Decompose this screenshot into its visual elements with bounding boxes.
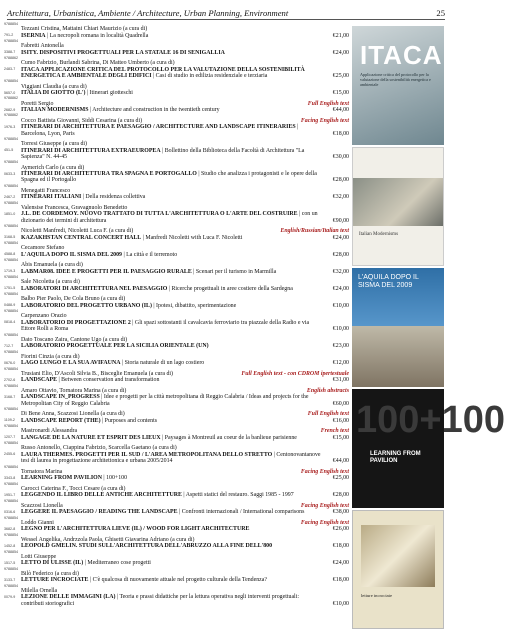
cover-pavilion-title: LEARNING FROM PAVILION (370, 451, 421, 464)
isbn-suffix: 2702-6 (4, 377, 16, 382)
title-text: J.L. DE CORDEMOY. NUOVO TRATTATO DI TUTTA L'ARCHITETTURA O L'ARTE DEL COSTRUIRE (21, 211, 298, 218)
price: €24,00 (332, 560, 349, 567)
title-text: ITACA APPLICAZIONE CRITICA DEL PROTOCOLLO PER LA VALUTAZIONE DELLA SOSTENIBILITÀ ENERGETICA E AMBIENTALE DEGLI EDIFICI (21, 66, 305, 80)
author-text: Loddo Gianni (21, 519, 54, 526)
title-text: KAZAKHSTAN CENTRAL CONCERT HALL (21, 234, 142, 241)
author-text: Lotti Giuseppe (21, 553, 57, 560)
catalog-entry (4, 333, 349, 350)
header-divider (7, 19, 445, 20)
isbn-prefix: 9788854 (4, 183, 18, 188)
language-note: Facing English text (300, 117, 349, 124)
title-subtitle: | Centonovantanove tesi di laurea in progettazione architettonica e urbana 2005/2014 (21, 451, 321, 465)
isbn-suffix: 1751-5 (4, 286, 16, 291)
isbn-suffix: 2455-6 (4, 452, 16, 457)
author-text: Aymerich Carlo (a cura di) (21, 164, 85, 171)
title-subtitle: | Between conservation and transformation (57, 377, 160, 384)
catalog-entry (4, 516, 349, 533)
cover-itaca-title: ITACA (360, 40, 443, 70)
isbn-suffix: 2467-2 (4, 194, 16, 199)
catalog-entry (4, 367, 349, 384)
entry-title[interactable] (4, 594, 349, 607)
catalog-entry (4, 258, 349, 275)
language-note: English abstracts (306, 387, 349, 394)
isbn-suffix: 3168-7 (4, 394, 16, 399)
author-text: Valensise Francesca, Gravagnuolo Benedetto (21, 204, 128, 211)
author-text: Tornatora Marina (21, 468, 63, 475)
price: €28,00 (332, 177, 349, 184)
catalog-entry (4, 482, 349, 499)
language-note: Facing English text (300, 502, 349, 509)
author-text: Tezzani Cristina, Mattaini Chiari Maurizio (a cura di) (21, 26, 148, 33)
price: €44,00 (332, 107, 349, 114)
isbn-prefix: 9788862 (4, 96, 18, 101)
price: €28,00 (332, 492, 349, 499)
title-subtitle: | La necropoli romana in località Quadrella (45, 32, 149, 39)
price: €21,00 (332, 32, 349, 39)
catalog-entry (4, 350, 349, 367)
cover-column (352, 26, 505, 631)
title-subtitle: | Bollettino della Biblioteca della Facoltà di Architettura "La Sapienza" N. 44-45 (21, 147, 305, 160)
title-text: LANDSCAPE IN_PROGRESS (21, 394, 100, 401)
title-text: LABMAR08. IDEE E PROGETTI PER IL PAESAGGIO RURALE (21, 268, 192, 275)
cover-italian-modernisms[interactable] (352, 147, 444, 266)
title-text: LETTO DI ULISSE (IL) (21, 560, 84, 567)
catalog-entry (4, 96, 349, 113)
language-note: Full English text (307, 411, 349, 418)
title-subtitle: | Paysages à Montreuil au coeur de la banlieue parisienne (160, 434, 297, 441)
price: €10,00 (332, 600, 349, 607)
language-note: Full English text - con CDROM ipertestuale (241, 370, 349, 377)
author-text: Wessel Angelika, Andrzzola Paola, Ghisetti Giavarina Adriano (a cura di) (21, 536, 195, 543)
author-text: Cocco Battista Giovanni, Siddi Cesarina (a cura di) (21, 117, 143, 124)
author-text: Russo Antonello, Ciappina Fabrizio, Scarcella Gaetano (a cura di) (21, 445, 177, 452)
catalog-entry (4, 22, 349, 39)
price: €28,00 (332, 251, 349, 258)
author-text: Torresi Giuseppe (a cura di) (21, 141, 87, 148)
title-text: LEOPOLD GMELIN. STUDI SULL'ARCHITETTURA DELL'ABRUZZO ALLA FINE DELL'800 (21, 543, 273, 550)
price: €15,00 (332, 90, 349, 97)
entry-title[interactable] (4, 394, 349, 407)
isbn-suffix: 791-2 (4, 33, 14, 38)
title-text: LANGAGE DE LA NATURE ET ESPRIT DES LIEUX (21, 434, 161, 441)
isbn-suffix: 3168-5 (4, 235, 16, 240)
title-text: LEARNING FROM PAVILION (21, 475, 102, 482)
price: €31,00 (332, 377, 349, 384)
catalog-entry (4, 533, 349, 550)
isbn-prefix: 9788854 (4, 349, 18, 354)
author-text: Mastronardi Alessandra (21, 428, 78, 435)
isbn-prefix: 9788854 (4, 383, 18, 388)
isbn-prefix: 9788854 (4, 515, 18, 520)
title-subtitle: | Teoria e prassi didattiche per la lettura operativa negli interventi progettuali: contributi storiografici (21, 594, 299, 607)
catalog-entry (4, 56, 349, 79)
isbn-suffix: 1207-7 (4, 435, 16, 440)
author-text: Menegatti Francesco (21, 187, 71, 194)
cover-italian-modernisms-title: Italian Modernisms (359, 232, 399, 237)
isbn-prefix: 9788854 (4, 424, 18, 429)
cover-image (361, 525, 435, 587)
catalog-entry (4, 292, 349, 309)
cover-aquila[interactable] (352, 268, 444, 387)
isbn-suffix: 0676-0 (4, 360, 16, 365)
author-text: Balbo Pier Paolo, De Cola Bruno (a cura di) (21, 296, 126, 303)
title-text: LEGGERE IL PAESAGGIO / READING THE LANDSCAPE (21, 509, 178, 516)
isbn-suffix: 3133-7 (4, 577, 16, 582)
price: €44,00 (332, 458, 349, 465)
isbn-suffix: 5657-0 (4, 90, 16, 95)
cover-image (352, 326, 444, 387)
language-note: French text (320, 428, 349, 435)
title-subtitle: | Manfredi Nicoletti with Luca F. Nicoletti (141, 234, 243, 241)
isbn-prefix: 9788854 (4, 532, 18, 537)
catalog-entry (4, 441, 349, 464)
title-text: LETTURE INCROCIATE (21, 577, 89, 584)
isbn-prefix: 9788854 (4, 407, 18, 412)
cover-letture-incrociate[interactable] (352, 510, 444, 629)
catalog-list (4, 22, 349, 607)
price: €23,00 (332, 343, 349, 350)
title-text: ISITY. DISPOSITIVI PROGETTUALI PER LA STATALE 16 DI SENIGALLIA (21, 49, 225, 56)
isbn-prefix: 9788854 (4, 583, 18, 588)
language-note: Facing English text (300, 468, 349, 475)
isbn-prefix: 9788862 (4, 113, 18, 118)
catalog-entry (4, 407, 349, 424)
author-text: Abis Emanuela (a cura di) (21, 262, 83, 269)
price: €18,00 (332, 577, 349, 584)
isbn-suffix: 1517-5 (4, 560, 16, 565)
author-text: Fiorini Cinzia (a cura di) (21, 353, 80, 360)
price: €18,00 (332, 543, 349, 550)
catalog-entry (4, 550, 349, 567)
author-text: Scazzosi Lionella (21, 502, 63, 509)
entry-title[interactable] (4, 211, 349, 224)
price: €24,00 (332, 285, 349, 292)
author-text: Carpenzano Orazio (21, 313, 67, 320)
author-text: Viggiani Claudia (a cura di) (21, 83, 87, 90)
title-text: ITINERARI DI ARCHITETTURA EXTRAEUROPEA (21, 147, 161, 154)
language-note: Full English text (307, 100, 349, 107)
section-title: Architettura, Urbanistica, Ambiente / Architecture, Urban Planning, Environment (7, 8, 289, 18)
isbn-prefix: 9788862 (4, 56, 18, 61)
isbn-prefix: 9788854 (4, 258, 18, 263)
isbn-suffix: 1452-8 (4, 543, 16, 548)
title-subtitle: | Storia naturale di un lago costiero (120, 360, 205, 367)
title-subtitle: | Gli spazi sottostanti il cavalcavia ferroviario tra piazzale della Radio e via Ettore Rolli a Roma (21, 319, 310, 333)
isbn-prefix: 9788854 (4, 566, 18, 571)
title-text: ITINERARI DI ARCHITETTURA TRA SPAGNA E PORTOGALLO (21, 170, 197, 177)
title-text: LEGGENDO IL LIBRO DELLE ANTICHE ARCHITETTURE (21, 492, 182, 499)
entry-title[interactable] (4, 124, 349, 137)
isbn-prefix: 9788854 (4, 200, 18, 205)
entry-title[interactable] (4, 452, 349, 465)
isbn-suffix: 4588-8 (4, 252, 16, 257)
cover-aquila-title: L'AQUILA DOPO IL SISMA DEL 2009 (358, 274, 419, 289)
title-subtitle: | Purposes and contents (100, 417, 158, 424)
language-note: Facing English text (300, 519, 349, 526)
price: €15,00 (332, 434, 349, 441)
catalog-entry (4, 184, 349, 201)
title-text: ITINERARI DI ARCHITETTURA E PAESAGGIO / ARCHITECTURE AND LANDSCAPE ITINERARIES (21, 124, 296, 131)
author-text: Cecamore Stefano (21, 245, 65, 252)
title-subtitle: | C'è qualcosa di nuovamente attuale nel progetto culturale della Tendenza? (88, 577, 268, 584)
price: €38,00 (332, 509, 349, 516)
catalog-entry (4, 424, 349, 441)
price: €24,00 (332, 49, 349, 56)
price: €10,00 (332, 326, 349, 333)
price: €16,00 (332, 417, 349, 424)
title-subtitle: | Casi di studio in edilizia residenziale e terziaria (151, 73, 268, 80)
title-subtitle: | Confronti internazionali / International comparisons (177, 509, 305, 516)
price: €18,00 (332, 130, 349, 137)
title-text: LAURA THERMES. PROGETTI PER IL SUD / L'AREA METROPOLITANA DELLO STRETTO (21, 451, 273, 458)
isbn-suffix: 712-7 (4, 343, 14, 348)
title-text: L'AQUILA DOPO IL SISMA DEL 2009 (21, 251, 122, 258)
price: €12,00 (332, 360, 349, 367)
catalog-entry (4, 137, 349, 160)
isbn-prefix: 9788854 (4, 39, 18, 44)
isbn-prefix: 9788854 (4, 464, 18, 469)
title-text: LANDSCAPE REPORT (THE) (21, 417, 101, 424)
isbn-suffix: 0488-9 (4, 303, 16, 308)
title-text: LABORATORIO DI PROGETTAZIONE 2 (21, 319, 131, 326)
isbn-suffix: 1109-2 (4, 418, 15, 423)
author-text: Di Bene Anna, Scazzosi Lionella (a cura di) (21, 411, 125, 418)
isbn-suffix: 2682-9 (4, 107, 16, 112)
cover-learning-from-pavilion[interactable] (352, 389, 505, 508)
title-text: LABORATORIO PROGETTUALE PER LA SICILIA ORIENTALE (UN) (21, 343, 209, 350)
entry-title[interactable] (4, 171, 349, 184)
author-text: Milella Ornella (21, 587, 58, 594)
isbn-prefix: 9788854 (4, 22, 18, 26)
catalog-entry (4, 309, 349, 332)
catalog-entry (4, 39, 349, 56)
isbn-suffix: 0818-4 (4, 320, 16, 325)
catalog-entry (4, 160, 349, 183)
title-text: ISERNIA (21, 32, 46, 39)
author-text: Fabretti Antonella (21, 43, 64, 50)
isbn-suffix: 3343-8 (4, 475, 16, 480)
title-subtitle: | Ipotesi, dibattito, sperimentazione (151, 302, 237, 309)
cover-image (353, 178, 443, 226)
author-text: Carocci Caterina F., Tocci Cesare (a cura di) (21, 485, 126, 492)
isbn-prefix: 9788854 (4, 309, 18, 314)
catalog-entry (4, 384, 349, 407)
isbn-prefix: 9788854 (4, 79, 18, 84)
author-text: Cumo Fabrizio, Burlandi Sabrina, Di Matteo Umberto (a cura di) (21, 60, 175, 67)
isbn-suffix: 2483-7 (4, 67, 16, 72)
isbn-prefix: 9788854 (4, 332, 18, 337)
author-text: Sale Nicoletta (a cura di) (21, 279, 80, 286)
language-note: English/Russian/Italian text (280, 228, 349, 235)
price: €90,00 (332, 217, 349, 224)
title-text: LEZIONE DELLE IMMAGINI (LA) (21, 594, 116, 601)
isbn-prefix: 9788854 (4, 275, 18, 280)
price: €24,00 (332, 234, 349, 241)
isbn-prefix: 9788854 (4, 136, 18, 141)
entry-title[interactable] (4, 148, 349, 161)
price: €32,00 (332, 268, 349, 275)
title-text: LABORATORI DI ARCHITETTURA NEL PAESAGGIO (21, 285, 168, 292)
isbn-suffix: 0079-9 (4, 594, 16, 599)
isbn-prefix: 9788854 (4, 481, 18, 486)
title-text: ITALIAN MODERNISMS (21, 107, 89, 114)
title-text: ITALIA DI GIOTTO (L') (21, 90, 86, 97)
catalog-entry (4, 499, 349, 516)
isbn-suffix: 3682-8 (4, 526, 16, 531)
title-text: LANDSCAPE (21, 377, 58, 384)
isbn-suffix: 1851-0 (4, 211, 16, 216)
catalog-entry (4, 567, 349, 584)
price: €30,00 (332, 153, 349, 160)
cover-itaca-subtitle: Applicazione critica del protocollo per la valutazione della sostenibilità energetica e ambientale (360, 72, 431, 87)
title-text: LABORATORIO DEL PROGETTO URBANO (IL) (21, 302, 152, 309)
title-subtitle: | Studio che analizza i protagonisti e le opere della Spagna ed il Portogallo (21, 170, 317, 184)
title-text: LEGNO PER L'ARCHITETTURA LIEVE (IL) / WOOD FOR LIGHT ARCHITECTURE (21, 526, 250, 533)
isbn-prefix: 9788854 (4, 549, 18, 554)
price: €10,00 (332, 302, 349, 309)
title-subtitle: | Aspetti statici del restauro. Saggi 1985 - 1997 (181, 492, 294, 499)
isbn-prefix: 9788854 (4, 292, 18, 297)
isbn-prefix: 9788854 (4, 498, 18, 503)
catalog-entry (4, 79, 349, 96)
page-number: 25 (436, 8, 445, 18)
title-text: LAGO LUNGO E LA SUA AVIFAUNA (21, 360, 121, 367)
price: €60,00 (332, 400, 349, 407)
cover-itaca[interactable] (352, 26, 444, 145)
price: €26,00 (332, 526, 349, 533)
cover-pavilion-number: 100+100 (356, 399, 505, 441)
cover-letture-title: letture incrociate (361, 593, 392, 598)
catalog-entry (4, 224, 349, 241)
author-text: Poretti Sergio (21, 100, 54, 107)
isbn-suffix: 0316-6 (4, 509, 16, 514)
isbn-suffix: 1976-3 (4, 124, 16, 129)
author-text: Amaro Ottavio, Tornatora Marina (a cura di) (21, 387, 127, 394)
author-text: Bilò Federico (a cura di) (21, 570, 79, 577)
title-text: ITINERARI ITALIANI (21, 194, 82, 201)
entry-title[interactable] (4, 320, 349, 333)
title-subtitle: | Della residenza collettiva (81, 194, 146, 201)
author-text: Trusiani Elio, D'Ascoli Silvia B., Bisceglie Emanuela (a cura di) (21, 370, 174, 377)
price: €25,00 (332, 475, 349, 482)
isbn-suffix: 451-5 (4, 148, 14, 153)
isbn-prefix: 9788854 (4, 366, 18, 371)
isbn-prefix: 9788854 (4, 224, 18, 229)
title-subtitle: | con un dizionario dei termini di architettura (21, 211, 318, 224)
title-subtitle: | Idee e progetti per la città metropolitana di Reggio Calabria / Ideas and projects for the Metropolitan City of Reggio Calabria (21, 394, 309, 407)
author-text: Nicoletti Manfredi, Nicoletti Luca F. (a cura di) (21, 228, 134, 235)
title-subtitle: | Barcelona, Lyon, Paris (21, 124, 299, 137)
title-subtitle: | 100+100 (101, 475, 128, 482)
title-subtitle: | Mediterraneo cose progetti (83, 560, 151, 567)
price: €32,00 (332, 194, 349, 201)
isbn-suffix: 0633-3 (4, 171, 16, 176)
author-text: Dato Toscano Zaira, Cantone Ugo (a cura di) (21, 336, 128, 343)
title-subtitle: | La città e il terremoto (121, 251, 178, 258)
title-subtitle: | Scenari per il turismo in Marmilla (191, 268, 277, 275)
page-header (7, 6, 445, 20)
isbn-suffix: 3388-7 (4, 50, 16, 55)
isbn-suffix: 1719-3 (4, 269, 16, 274)
isbn-prefix: 9788854 (4, 241, 18, 246)
catalog-entry (4, 241, 349, 258)
isbn-suffix: 1951-7 (4, 492, 16, 497)
catalog-entry (4, 201, 349, 224)
catalog-entry (4, 465, 349, 482)
entry-title[interactable] (4, 67, 349, 80)
catalog-entry (4, 584, 349, 607)
title-subtitle: | Architecture and construction in the twentieth century (88, 107, 220, 114)
isbn-prefix: 9788854 (4, 441, 18, 446)
price: €25,00 (332, 73, 349, 80)
catalog-entry (4, 275, 349, 292)
title-subtitle: | Itinerari giotteschi (85, 90, 133, 97)
title-subtitle: | Ricerche progettuali in aree costiere della Sardegna (167, 285, 293, 292)
catalog-entry (4, 113, 349, 136)
isbn-prefix: 9788854 (4, 160, 18, 165)
